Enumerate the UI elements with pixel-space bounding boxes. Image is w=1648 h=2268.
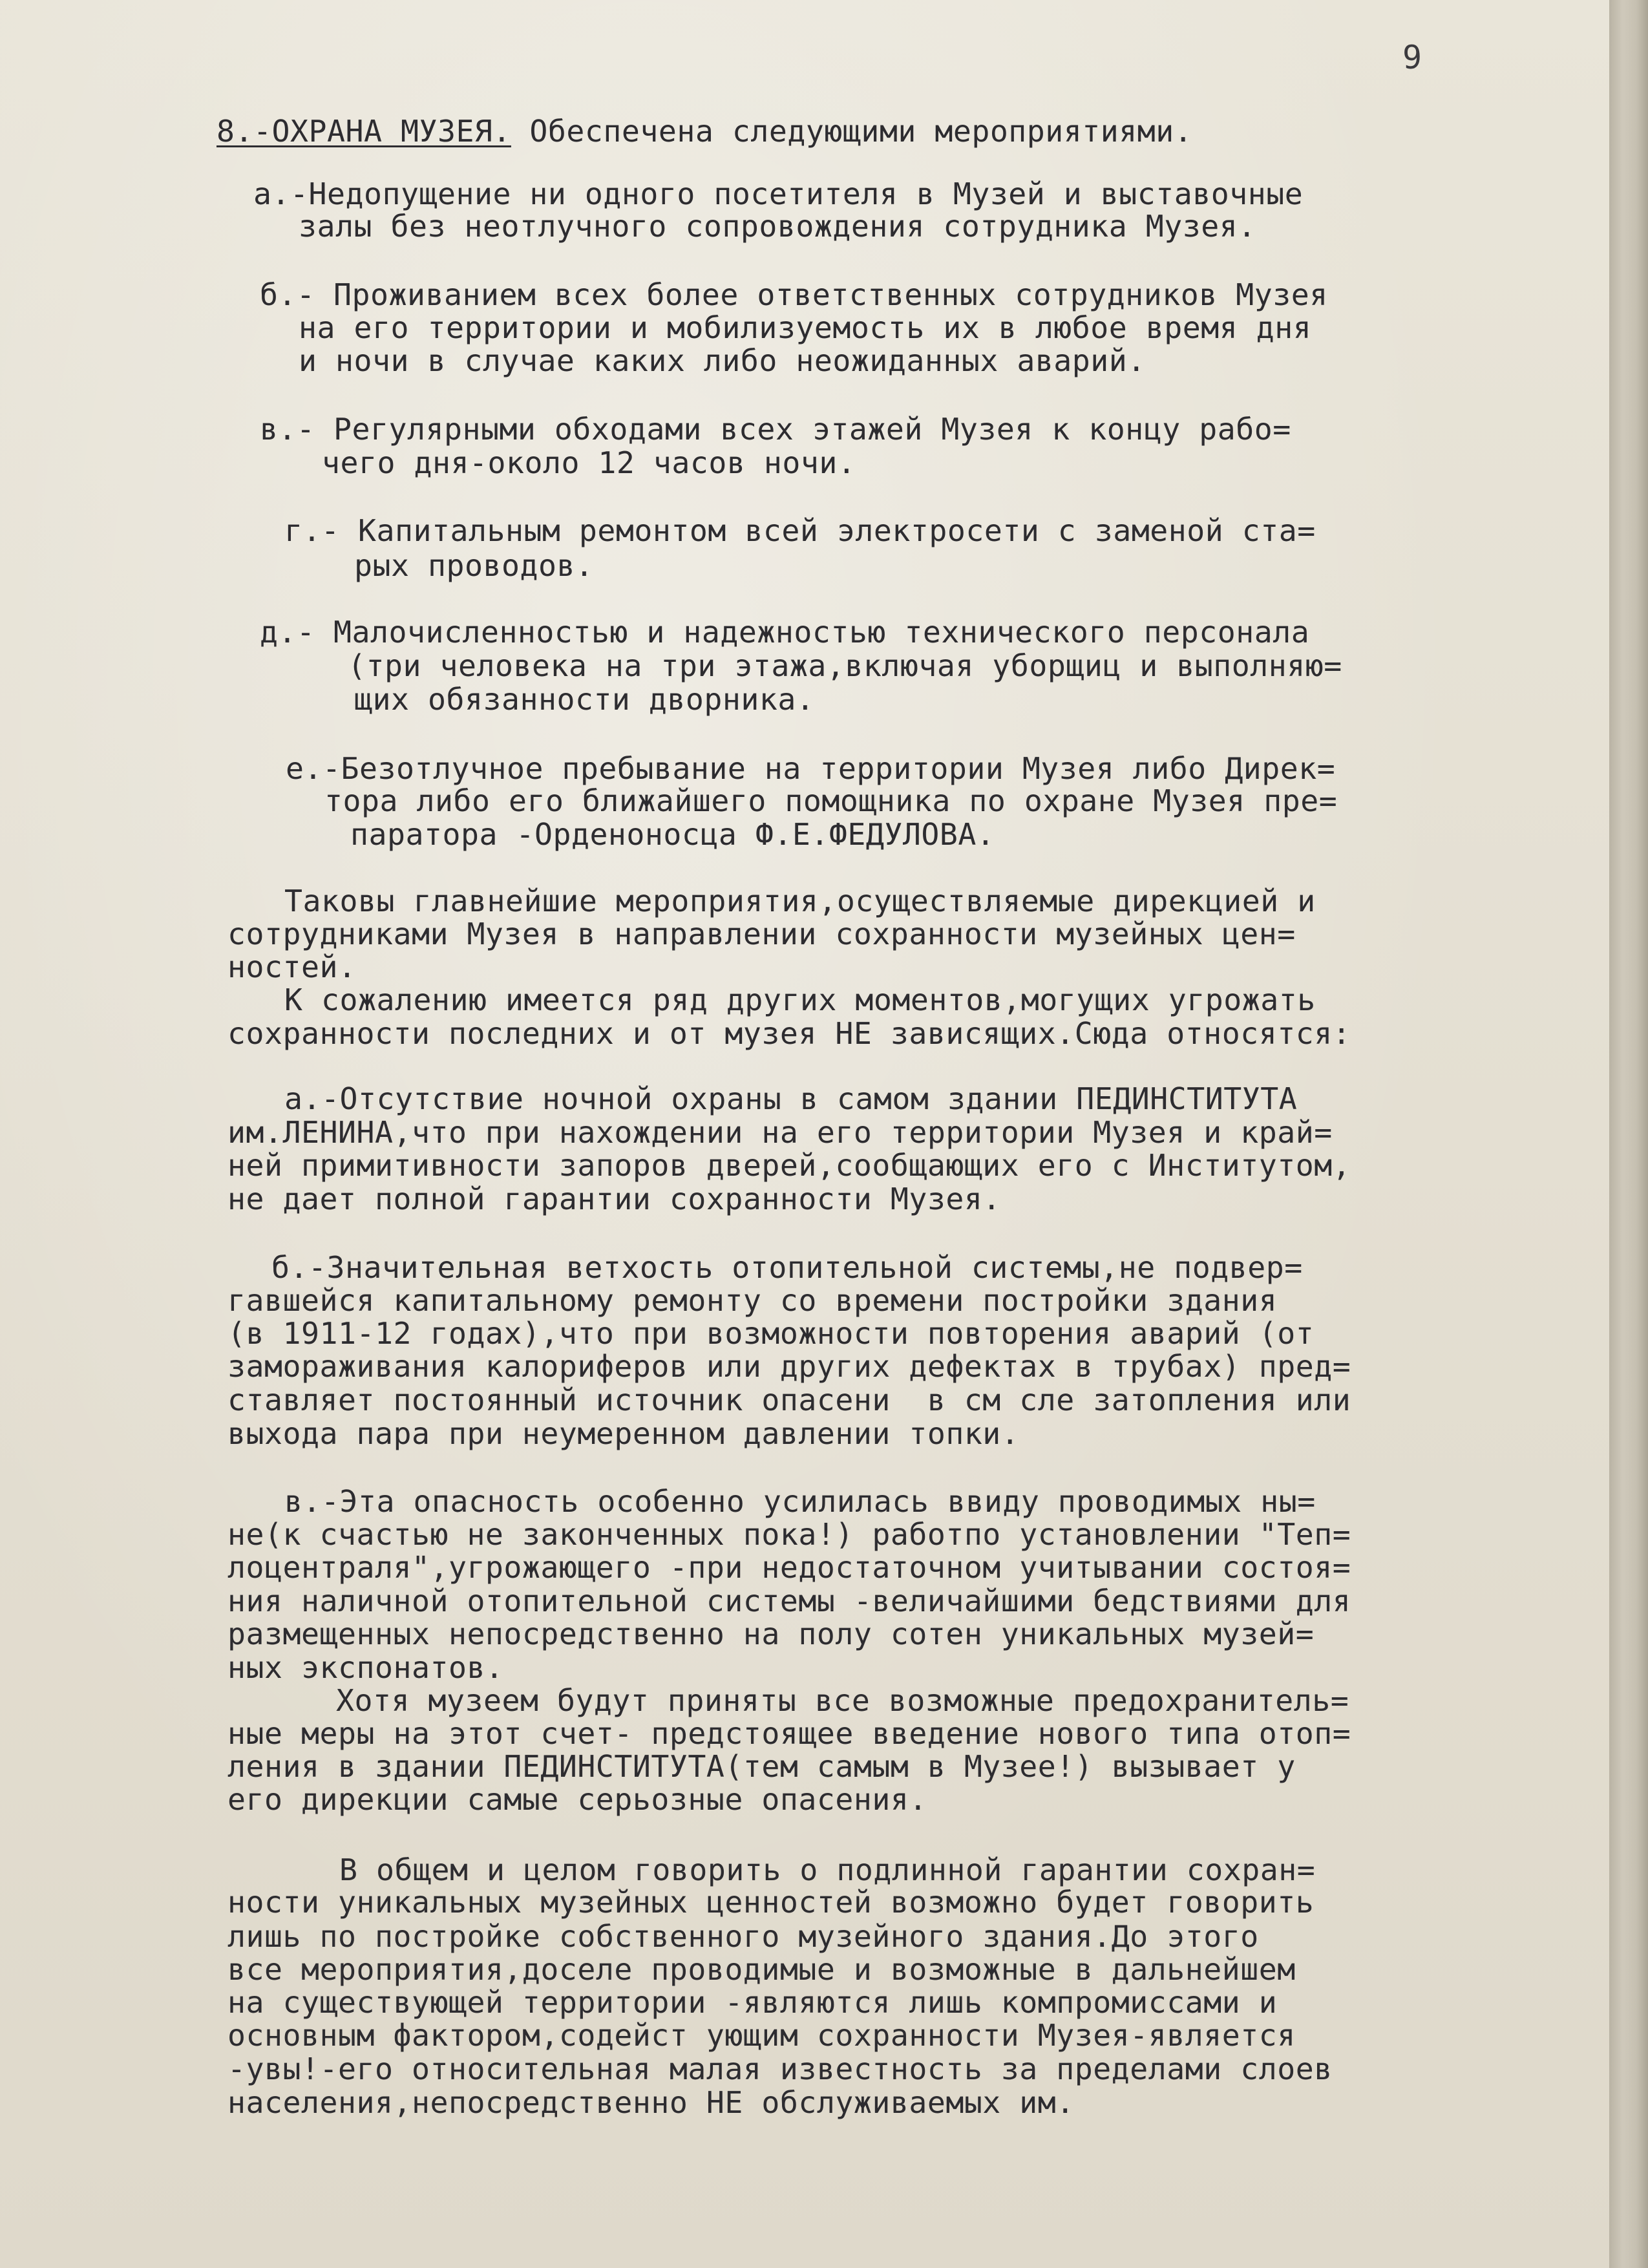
text-line: К сожалению имеется ряд других моментов,могущих угрожать: [284, 982, 1316, 1017]
text-line: населения,непосредственно НЕ обслуживаемых им.: [227, 2085, 1075, 2120]
text-line: б.-Значительная ветхость отопительной системы,не подвер=: [271, 1250, 1303, 1285]
text-line: сотрудниками Музея в направлении сохранности музейных цен=: [227, 917, 1296, 951]
text-line: сохранности последних и от музея НЕ зависящих.Сюда относятся:: [227, 1016, 1351, 1051]
text-line: ностей.: [227, 949, 357, 984]
text-line: д.- Малочисленностью и надежностью технического персонала: [260, 615, 1310, 650]
text-line: Таковы главнейшие мероприятия,осуществляемые дирекцией и: [284, 884, 1316, 918]
text-line: ния наличной отопительной системы -величайшими бедствиями для: [227, 1584, 1351, 1618]
text-line: ности уникальных музейных ценностей возможно будет говорить: [227, 1885, 1315, 1920]
text-line: а.-Недопущение ни одного посетителя в Музей и выставочные: [253, 176, 1304, 211]
text-line: а.-Отсутствие ночной охраны в самом здании ПЕДИНСТИТУТА: [284, 1081, 1298, 1116]
text-line: чего дня-около 12 часов ночи.: [322, 445, 856, 480]
text-line: рых проводов.: [354, 548, 594, 583]
text-line: Хотя музеем будут приняты все возможные предохранитель=: [336, 1683, 1349, 1718]
text-line: лишь по постройке собственного музейного здания.До этого: [227, 1919, 1259, 1954]
text-line: основным фактором,содейст ующим сохранности Музея-является: [227, 2018, 1296, 2053]
text-line: -увы!-его относительная малая известность за пределами слоев: [227, 2051, 1333, 2086]
text-line: б.- Проживанием всех более ответственных сотрудников Музея: [260, 277, 1328, 312]
text-line: ставляет постоянный источник опасени в см сле затопления или: [227, 1383, 1351, 1417]
text-line: не дает полной гарантии сохранности Музея.: [227, 1182, 1001, 1216]
text-line: залы без неотлучного сопровождения сотрудника Музея.: [299, 209, 1256, 244]
text-line: (в 1911-12 годах),что при возможности повторения аварий (от: [227, 1316, 1315, 1351]
text-line: на его территории и мобилизуемость их в любое время дня: [299, 310, 1312, 345]
text-line: гавшейся капитальному ремонту со времени постройки здания: [227, 1283, 1278, 1318]
text-line: замораживания калориферов или других дефектах в трубах) пред=: [227, 1349, 1351, 1384]
text-line: и ночи в случае каких либо неожиданных аварий.: [299, 343, 1146, 378]
text-line: щих обязанности дворника.: [354, 682, 815, 717]
binding-spine: [1609, 0, 1648, 2268]
text-line: им.ЛЕНИНА,что при нахождении на его территории Музея и край=: [227, 1115, 1333, 1150]
section-heading-rest: Обеспечена следующими мероприятиями.: [511, 114, 1193, 149]
text-line: в.- Регулярными обходами всех этажей Музея к концу рабо=: [260, 412, 1291, 447]
text-line: е.-Безотлучное пребывание на территории Музея либо Дирек=: [286, 751, 1336, 786]
text-line: тора либо его ближайшего помощника по охране Музея пре=: [324, 783, 1338, 818]
text-line: в.-Эта опасность особенно усилилась ввиду проводимых ны=: [284, 1484, 1316, 1519]
text-line: не(к счастью не законченных пока!) работпо установлении "Теп=: [227, 1517, 1351, 1552]
text-line: В общем и целом говорить о подлинной гарантии сохран=: [339, 1852, 1316, 1887]
text-line: ления в здании ПЕДИНСТИТУТА(тем самым в Музее!) вызывает у: [227, 1749, 1296, 1784]
text-line: его дирекции самые серьозные опасения.: [227, 1782, 927, 1817]
section-heading-line: [217, 116, 1192, 147]
page-number: 9: [1402, 39, 1422, 76]
text-line: размещенных непосредственно на полу сотен уникальных музей=: [227, 1616, 1315, 1651]
text-line: ные меры на этот счет- предстоящее введение нового типа отоп=: [227, 1716, 1351, 1751]
text-line: г.- Капитальным ремонтом всей электросети с заменой ста=: [284, 513, 1316, 548]
text-line: лоцентраля",угрожающего -при недостаточном учитывании состоя=: [227, 1550, 1351, 1585]
text-line: ней примитивности запоров дверей,сообщающих его с Институтом,: [227, 1148, 1351, 1183]
text-line: (три человека на три этажа,включая уборщиц и выполняю=: [348, 648, 1342, 683]
text-line: ных экспонатов.: [227, 1650, 504, 1685]
text-line: все мероприятия,доселе проводимые и возможные в дальнейшем: [227, 1952, 1296, 1987]
text-line: паратора -Орденоносца Ф.Е.ФЕДУЛОВА.: [350, 817, 995, 852]
section-heading: 8.-ОХРАНА МУЗЕЯ.: [217, 114, 511, 149]
text-line: на существующей территории -являются лишь компромиссами и: [227, 1985, 1278, 2020]
text-line: выхода пара при неумеренном давлении топки.: [227, 1416, 1020, 1451]
